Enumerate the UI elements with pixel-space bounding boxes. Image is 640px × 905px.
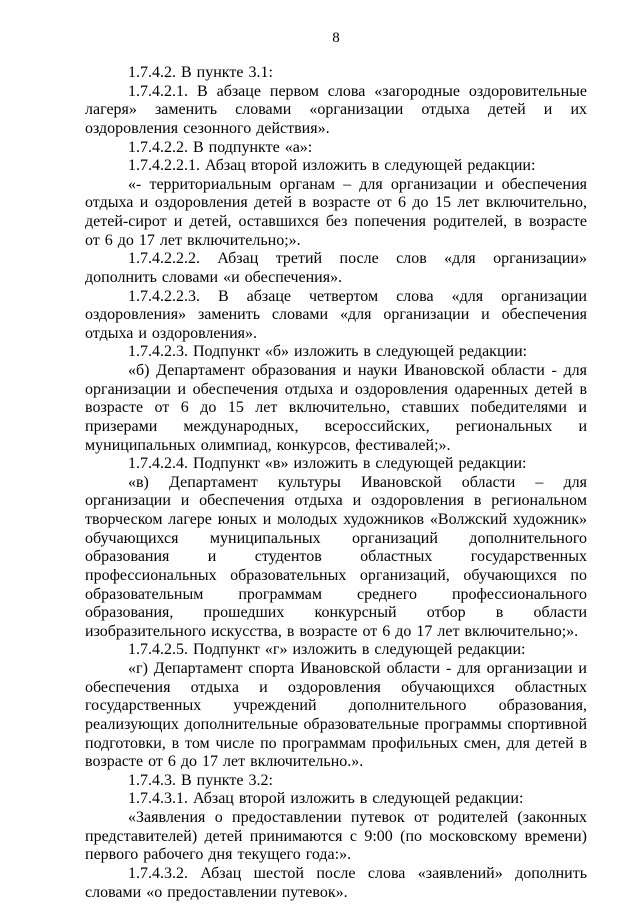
paragraph: 1.7.4.3. В пункте 3.2:: [128, 771, 273, 789]
paragraph: 1.7.4.2.2. В подпункте «а»:: [128, 138, 313, 156]
paragraph: 1.7.4.2. В пункте 3.1:: [128, 64, 273, 81]
paragraph: 1.7.4.2.4. Подпункт «в» изложить в следующей редакции:: [128, 455, 527, 473]
paragraph: 1.7.4.2.2.2. Абзац третий после слов «для организации» дополнить словами «и обеспечения».: [85, 250, 587, 286]
paragraph: «в) Департамент культуры Ивановской области – для организации и обеспечения отдыха и оздоровления в региональном творческом лагере юных и молодых художников «Волжский художник» обучающихся муниципальных организаций дополнительного образования и студентов областных государственных профессиональных образовательных организаций, обучающихся по образовательным программам среднего профессионального образования, прошедших конкурсный отбор в области изобразительного искусства, в возрасте от 6 до 17 лет включительно;».: [85, 473, 587, 640]
page-number: 8: [332, 30, 340, 46]
paragraph: 1.7.4.2.2.1. Абзац второй изложить в следующей редакции:: [128, 157, 536, 175]
paragraph: 1.7.4.2.1. В абзаце первом слова «загородные оздоровительные лагеря» заменить словами «организации отдыха детей и их оздоровления сезонного действия».: [85, 82, 587, 137]
paragraph: «- территориальным органам – для организации и обеспечения отдыха и оздоровления детей в возрасте от 6 до 15 лет включительно, детей-сирот и детей, оставшихся без попечения родителей, в возрасте от 6 до 17 лет включительно;».: [85, 175, 587, 249]
paragraph: 1.7.4.2.5. Подпункт «г» изложить в следующей редакции:: [128, 641, 526, 659]
paragraph: 1.7.4.3.2. Абзац шестой после слова «заявлений» дополнить словами «о предоставлении путевок».: [85, 864, 587, 901]
paragraph: «б) Департамент образования и науки Ивановской области - для организации и обеспечения отдыха и оздоровления одаренных детей в возрасте от 6 до 15 лет включительно, ставших победителями и призерами международных, всероссийских, региональных и муниципальных олимпиад, конкурсов, фестивалей;».: [85, 362, 587, 454]
paragraph: «г) Департамент спорта Ивановской области - для организации и обеспечения отдыха и оздоровления обучающихся областных государственных учреждений дополнительного образования, реализующих дополнительные образовательные программы спортивной подготовки, в том числе по программам профильных смен, для детей в возрасте от 6 до 17 лет включительно.».: [85, 660, 587, 771]
document-body: [85, 64, 587, 902]
paragraph: 1.7.4.2.2.3. В абзаце четвертом слова «для организации оздоровления» заменить словами «для организации и обеспечения отдыха и оздоровления».: [85, 287, 587, 342]
paragraph: 1.7.4.2.3. Подпункт «б» изложить в следующей редакции:: [128, 343, 528, 361]
paragraph: 1.7.4.3.1. Абзац второй изложить в следующей редакции:: [128, 790, 524, 808]
paragraph: «Заявления о предоставлении путевок от родителей (законных представителей) детей принимаются с 9:00 (по московскому времени) первого рабочего дня текущего года:».: [85, 809, 587, 864]
